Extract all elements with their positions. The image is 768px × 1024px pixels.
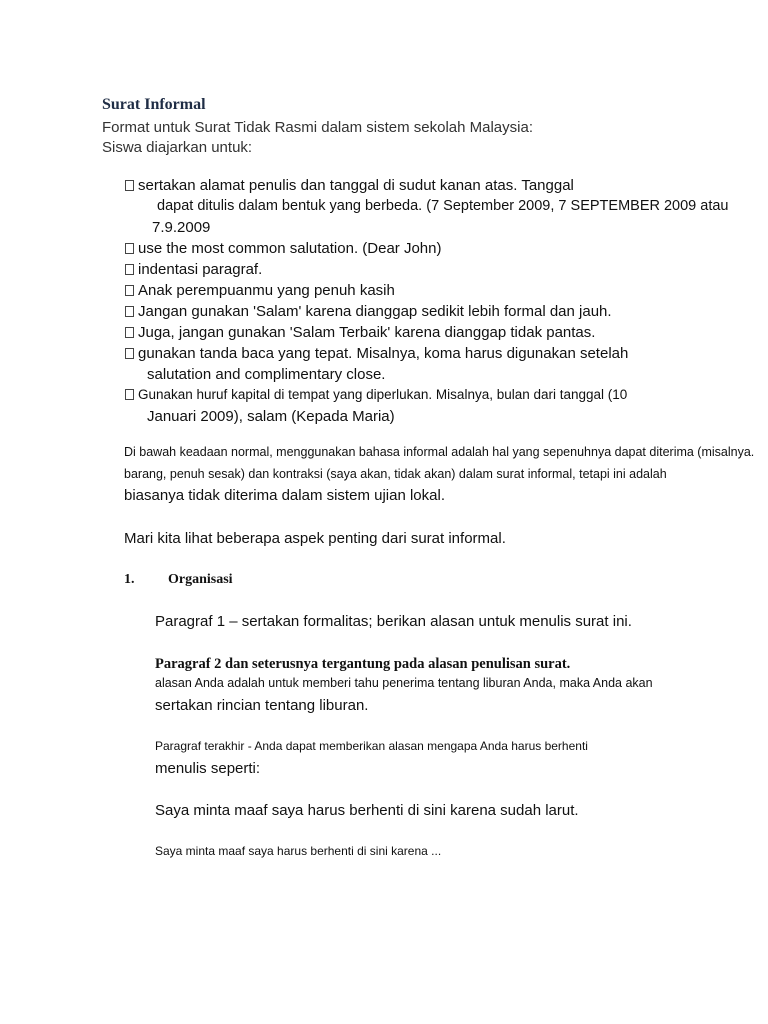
paragraph-line: biasanya tidak diterima dalam sistem ujian lokal. (124, 487, 445, 504)
list-item: use the most common salutation. (Dear John) (125, 240, 441, 257)
list-item-continuation: 7.9.2009 (152, 219, 211, 236)
organisation-paragraph-2-line: sertakan rincian tentang liburan. (155, 697, 369, 714)
bullet-box-icon (125, 306, 134, 317)
bullet-box-icon (125, 348, 134, 359)
example-sentence: Saya minta maaf saya harus berhenti di sini karena sudah larut. (155, 802, 579, 819)
bullet-box-icon (125, 389, 134, 400)
list-item: Anak perempuanmu yang penuh kasih (125, 282, 395, 299)
organisation-paragraph-2-line: alasan Anda adalah untuk memberi tahu penerima tentang liburan Anda, maka Anda akan (155, 676, 653, 690)
paragraph-line: Di bawah keadaan normal, menggunakan bahasa informal adalah hal yang sepenuhnya dapat diterima (misalnya. (124, 445, 755, 459)
intro-line-2: Siswa diajarkan untuk: (102, 139, 253, 156)
intro-line-1: Format untuk Surat Tidak Rasmi dalam sistem sekolah Malaysia: (102, 119, 533, 136)
organisation-paragraph-1: Paragraf 1 – sertakan formalitas; berikan alasan untuk menulis surat ini. (155, 613, 632, 630)
list-item: Juga, jangan gunakan 'Salam Terbaik' karena dianggap tidak pantas. (125, 324, 595, 341)
example-sentence: Saya minta maaf saya harus berhenti di sini karena ... (155, 844, 442, 858)
organisation-paragraph-2-heading: Paragraf 2 dan seterusnya tergantung pada alasan penulisan surat. (155, 656, 571, 672)
paragraph: Mari kita lihat beberapa aspek penting dari surat informal. (124, 530, 506, 547)
section-title: Organisasi (168, 572, 233, 587)
bullet-box-icon (125, 285, 134, 296)
list-item: sertakan alamat penulis dan tanggal di sudut kanan atas. Tanggal (125, 177, 574, 194)
bullet-box-icon (125, 180, 134, 191)
document-title: Surat Informal (102, 96, 206, 113)
list-item: Jangan gunakan 'Salam' karena dianggap sedikit lebih formal dan jauh. (125, 303, 612, 320)
list-item: indentasi paragraf. (125, 261, 262, 278)
organisation-paragraph-3-line: Paragraf terakhir - Anda dapat memberikan alasan mengapa Anda harus berhenti (155, 739, 588, 753)
bullet-box-icon (125, 327, 134, 338)
section-number: 1. (124, 572, 135, 587)
list-item-continuation: Januari 2009), salam (Kepada Maria) (147, 408, 395, 425)
list-item-continuation: salutation and complimentary close. (147, 366, 386, 383)
bullet-box-icon (125, 243, 134, 254)
list-item: gunakan tanda baca yang tepat. Misalnya, koma harus digunakan setelah (125, 345, 628, 362)
organisation-paragraph-3-line: menulis seperti: (155, 760, 261, 777)
list-item-continuation: dapat ditulis dalam bentuk yang berbeda. (7 September 2009, 7 SEPTEMBER 2009 atau (157, 198, 729, 214)
list-item: Gunakan huruf kapital di tempat yang diperlukan. Misalnya, bulan dari tanggal (10 (125, 387, 627, 402)
bullet-box-icon (125, 264, 134, 275)
paragraph-line: barang, penuh sesak) dan kontraksi (saya akan, tidak akan) dalam surat informal, tetapi ini adalah (124, 467, 667, 481)
